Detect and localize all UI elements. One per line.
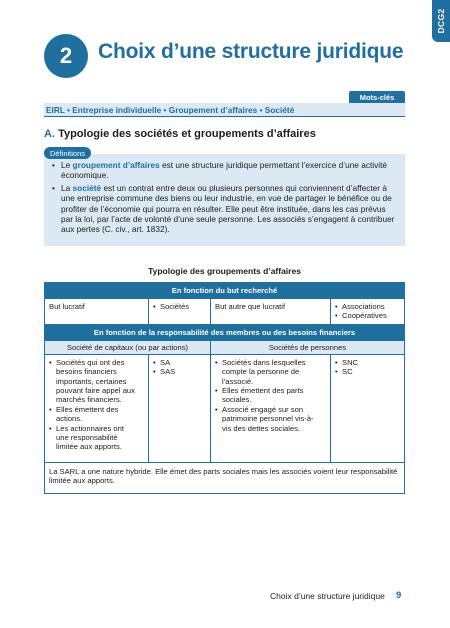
cell-associations: • Associations [335,302,400,311]
table-caption: Typologie des groupements d’affaires [148,266,301,276]
cell-but-lucratif: But lucratif [49,302,85,311]
personnes-type: • SNC [335,358,400,367]
capitaux-feature: • Les actionnaires ont une responsabilité limitée aux apports. [49,424,138,452]
definition-item: • Le groupement d’affaires est une structure juridique permettant l’exercice d’une activité économique. [52,160,397,181]
side-tab-label: DCG2 [436,8,446,34]
capitaux-type: • SAS [153,367,206,376]
capitaux-type: • SA [153,358,206,367]
cell-cooperatives: • Coopératives [335,311,400,320]
personnes-feature: • Elles émettent des parts sociales. [215,386,318,405]
personnes-feature: • Sociétés dans lesquelles compte la personne de l’associé. [215,358,318,386]
personnes-type: • SC [335,367,400,376]
definitions-box [44,154,405,246]
capitaux-feature: • Sociétés qui ont des besoins financiers importants, certaines pouvant faire appel aux marchés financiers. [49,358,138,405]
subheader-personnes: Sociétés de personnes [210,341,404,354]
section-title-text: Typologie des sociétés et groupements d’affaires [58,128,316,140]
chapter-side-tab [432,0,450,42]
sarl-note: La SARL a une nature hybride. Elle émet des parts sociales mais les associés voient leur responsabilité limitée aux apports. [49,466,398,486]
chapter-number: 2 [44,34,88,78]
subheader-capitaux: Société de capitaux (ou par actions) [45,341,210,354]
definition-item: • La société est un contrat entre deux ou plusieurs personnes qui conviennent d’affecter à une entreprise commune des biens ou leur industrie, en vue de partager le bénéfice ou de profiter de l’économie qui pourra en résulter. Elle peut être instituée, dans les cas prévus par la loi, par l’acte de volonté d’une seule personne. Les associés s’engagent à contribuer aux pertes (C. civ., art. 1832). [52,183,397,235]
definition-term: groupement d’affaires [72,160,160,170]
personnes-feature: • Associé engagé sur son patrimoine personnel vis-à-vis des dettes sociales. [215,405,318,433]
cell-but-non-lucratif: But autre que lucratif [210,299,330,324]
capitaux-feature: • Elles émettent des actions. [49,405,138,424]
section-title [44,128,316,140]
keywords-bar: EIRL • Entreprise individuelle • Groupement d’affaires • Société [44,103,405,117]
footer-title: Choix d’une structure juridique [270,591,385,601]
keywords-badge: Mots-clés [349,91,405,104]
definitions-badge: Définitions [44,147,91,159]
table-header-but: En fonction du but recherché [45,283,404,298]
section-letter: A. [44,128,55,140]
groupements-table [44,282,405,494]
definition-term: société [72,182,102,193]
chapter-title: Choix d’une structure juridique [98,40,404,63]
table-header-responsabilite: En fonction de la responsabilité des membres ou des besoins financiers [45,325,404,340]
cell-societes: • Sociétés [153,302,206,311]
page-number: 9 [396,590,402,601]
